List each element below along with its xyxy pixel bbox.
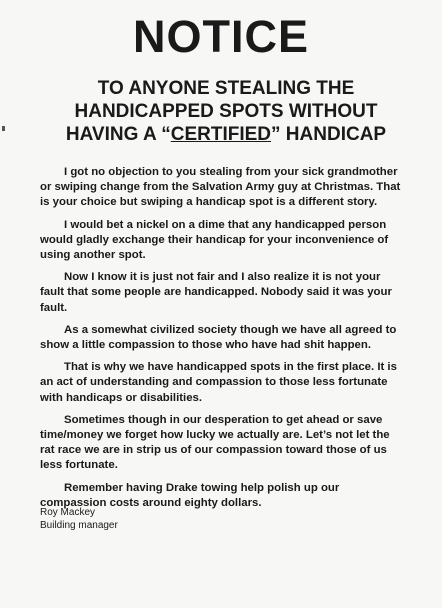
scan-mark: [2, 126, 5, 131]
paragraph: Remember having Drake towing help polish up our compassion costs around eighty dollars.: [40, 481, 340, 509]
signature-block: [40, 506, 118, 532]
notice-title: NOTICE: [132, 11, 309, 62]
paragraph: I would bet a nickel on a dime that any handicapped person would gladly exchange their handicap for your inconvenience of using another spot.: [40, 218, 389, 262]
paragraph: Sometimes though in our desperation to get ahead or save time/money we forget how lucky we actually are. Let’s not let the rat race we are in strip us of our compassion toward those of us less fortunate.: [40, 413, 390, 472]
headline-line-3-pre: HAVING A “: [65, 124, 171, 145]
headline-line-2: HANDICAPPED SPOTS WITHOUT: [74, 101, 378, 122]
paragraph: I got no objection to you stealing from your sick grandmother or swiping change from the Salvation Army guy at Christmas. That is your choice but swiping a handicap spot is a different story.: [40, 166, 401, 209]
signature-name: Roy Mackey: [40, 507, 96, 518]
headline-line-3-post: ” HANDICAP: [271, 124, 387, 145]
notice-body: [40, 165, 406, 518]
headline-line-3: [30, 123, 422, 146]
paragraph: Now I know it is just not fair and I also realize it is not your fault that some people are handicapped. Nobody said it was your fault.: [40, 271, 392, 314]
signature-role: Building manager: [40, 520, 118, 531]
paragraph: That is why we have handicapped spots in the first place. It is an act of understanding and compassion to those less fortunate with handicaps or disabilities.: [40, 361, 397, 404]
headline-line-1: TO ANYONE STEALING THE: [97, 78, 355, 99]
certified-underlined: CERTIFIED: [170, 124, 272, 145]
paragraph: As a somewhat civilized society though we have all agreed to show a little compassion to those who have had shit happen.: [40, 323, 397, 352]
notice-headline: [30, 77, 422, 146]
